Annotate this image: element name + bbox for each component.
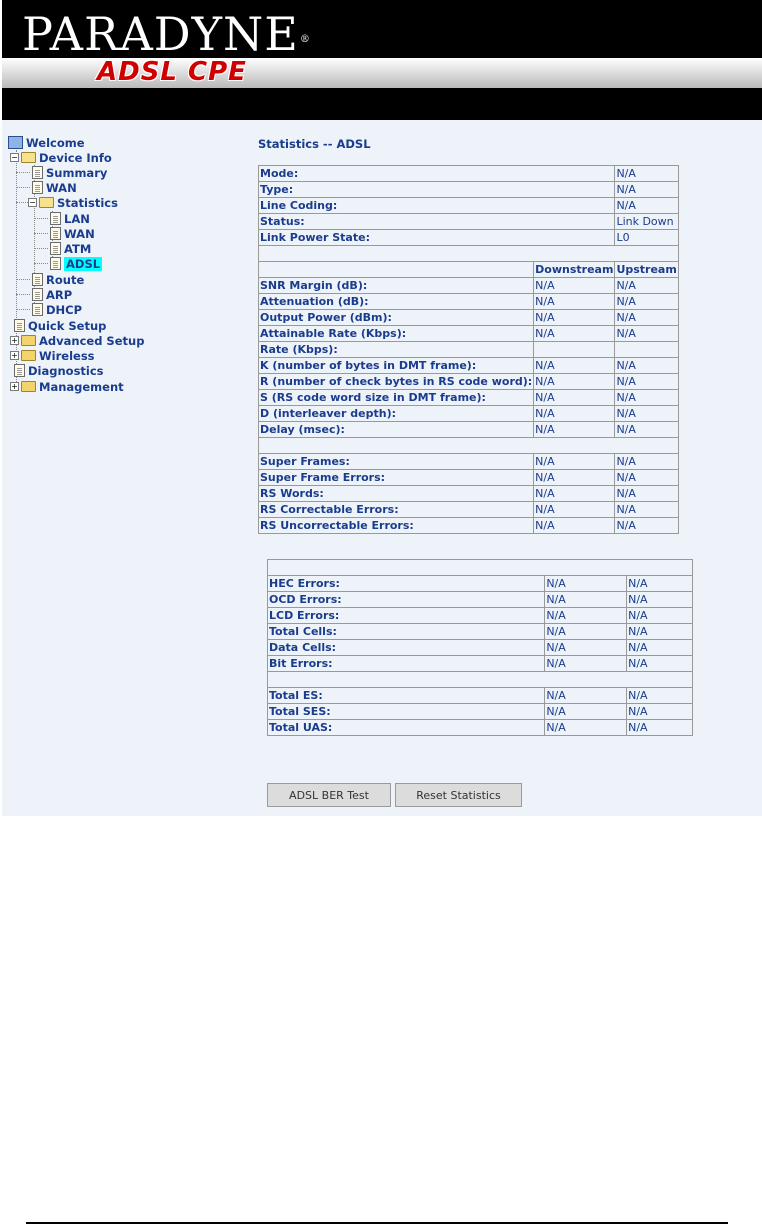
tree-connector-line [16, 294, 30, 295]
upstream-value: N/A [615, 278, 678, 294]
page-icon [32, 303, 43, 316]
header-banner [2, 0, 762, 120]
table-spacer-row [259, 438, 679, 454]
row-label: OCD Errors: [268, 592, 545, 608]
tree-item-label: Welcome [26, 135, 85, 150]
downstream-value: N/A [534, 454, 615, 470]
downstream-value: N/A [545, 592, 627, 608]
atm-stats-table [267, 559, 693, 736]
row-label: Link Power State: [259, 230, 615, 246]
table-header-row [259, 262, 679, 278]
folder-open-icon [39, 197, 54, 208]
table-row [268, 640, 693, 656]
page-icon [14, 319, 25, 332]
upstream-value: N/A [615, 406, 678, 422]
upstream-value: N/A [627, 704, 693, 720]
row-label: Total UAS: [268, 720, 545, 736]
table-row [259, 294, 679, 310]
row-label: Bit Errors: [268, 656, 545, 672]
row-label: K (number of bytes in DMT frame): [259, 358, 534, 374]
table-row [259, 310, 679, 326]
tree-item-arp[interactable] [32, 287, 72, 302]
downstream-value: N/A [534, 374, 615, 390]
table-spacer-row [268, 560, 693, 576]
table-row [259, 230, 679, 246]
tree-item-label: ATM [64, 241, 92, 256]
table-row [268, 576, 693, 592]
row-label: Delay (msec): [259, 422, 534, 438]
row-label: Output Power (dBm): [259, 310, 534, 326]
page-icon [32, 288, 43, 301]
upstream-value: N/A [627, 624, 693, 640]
upstream-value: N/A [615, 326, 678, 342]
row-label: RS Correctable Errors: [259, 502, 534, 518]
table-row [259, 358, 679, 374]
collapse-icon[interactable]: − [11, 153, 18, 162]
table-row [259, 406, 679, 422]
downstream-value: N/A [534, 278, 615, 294]
downstream-value: N/A [534, 502, 615, 518]
upstream-value: N/A [615, 358, 678, 374]
downstream-value: N/A [545, 640, 627, 656]
page-title: Statistics -- ADSL [258, 137, 371, 151]
upstream-value: N/A [627, 656, 693, 672]
downstream-value: N/A [534, 358, 615, 374]
upstream-value: N/A [615, 454, 678, 470]
row-label: Rate (Kbps): [259, 342, 534, 358]
spacer-cell [259, 438, 679, 454]
table-row [259, 326, 679, 342]
tree-item-dhcp[interactable] [32, 302, 82, 317]
tree-item-wan[interactable] [32, 180, 77, 195]
downstream-value: N/A [545, 624, 627, 640]
upstream-value: N/A [615, 470, 678, 486]
table-row [268, 720, 693, 736]
upstream-value: N/A [627, 576, 693, 592]
page-bottom-rule [26, 1222, 728, 1224]
upstream-value [615, 342, 678, 358]
navigation-tree [2, 120, 252, 420]
row-label: Line Coding: [259, 198, 615, 214]
row-value: Link Down [615, 214, 678, 230]
table-row [259, 422, 679, 438]
row-label: D (interleaver depth): [259, 406, 534, 422]
tree-connector-line [16, 279, 30, 280]
row-label: Total SES: [268, 704, 545, 720]
row-label: RS Words: [259, 486, 534, 502]
upstream-header: Upstream [616, 263, 677, 276]
tree-item-advanced-setup[interactable] [10, 333, 144, 348]
row-label: Attenuation (dB): [259, 294, 534, 310]
downstream-value: N/A [534, 518, 615, 534]
tree-item-statistics[interactable] [28, 195, 118, 210]
product-name: ADSL CPE [97, 57, 247, 87]
tree-item-label: Wireless [39, 348, 95, 363]
upstream-value: N/A [627, 608, 693, 624]
downstream-value: N/A [534, 470, 615, 486]
tree-item-device-info[interactable] [10, 150, 112, 165]
folder-icon [21, 335, 36, 346]
row-label: Type: [259, 182, 615, 198]
table-row [259, 486, 679, 502]
downstream-value: N/A [534, 390, 615, 406]
row-label: Super Frame Errors: [259, 470, 534, 486]
row-label: Total ES: [268, 688, 545, 704]
tree-item-label: Advanced Setup [39, 333, 145, 348]
tree-item-label: Diagnostics [28, 363, 104, 378]
tree-item-label: WAN [46, 180, 77, 195]
upstream-value: N/A [615, 486, 678, 502]
table-spacer-row [259, 246, 679, 262]
table-row [268, 704, 693, 720]
upstream-value: N/A [615, 390, 678, 406]
table-row [259, 278, 679, 294]
upstream-value: N/A [627, 592, 693, 608]
expand-icon[interactable]: + [11, 351, 18, 360]
table-spacer-row [268, 672, 693, 688]
spacer-cell [268, 560, 693, 576]
upstream-value: N/A [627, 688, 693, 704]
downstream-value: N/A [545, 688, 627, 704]
table-row [259, 198, 679, 214]
computer-icon [8, 136, 23, 149]
row-label: Data Cells: [268, 640, 545, 656]
table-row [268, 688, 693, 704]
upstream-value: N/A [615, 422, 678, 438]
downstream-value: N/A [534, 406, 615, 422]
table-row [268, 656, 693, 672]
tree-connector-line [34, 218, 48, 219]
folder-icon [21, 350, 36, 361]
tree-item-adsl[interactable] [50, 256, 102, 271]
row-value: N/A [615, 166, 678, 182]
row-label: Mode: [259, 166, 615, 182]
upstream-value: N/A [615, 502, 678, 518]
table-row [268, 624, 693, 640]
downstream-value: N/A [545, 576, 627, 592]
tree-connector-line [34, 233, 48, 234]
tree-item-label: Statistics [57, 195, 118, 210]
tree-item-welcome[interactable] [8, 135, 85, 150]
page-icon [14, 364, 25, 377]
header-blank [259, 262, 534, 278]
downstream-value: N/A [545, 608, 627, 624]
tree-item-diagnostics[interactable] [14, 363, 104, 378]
expand-icon[interactable]: + [11, 336, 18, 345]
tree-connector-line [16, 309, 30, 310]
tree-item-label: DHCP [46, 302, 83, 317]
brand-name: PARADYNE [22, 7, 299, 61]
upstream-value: N/A [615, 374, 678, 390]
tree-item-route[interactable] [32, 272, 84, 287]
row-value: N/A [615, 198, 678, 214]
row-label: LCD Errors: [268, 608, 545, 624]
downstream-value: N/A [534, 486, 615, 502]
paradyne-logo [22, 8, 311, 60]
table-row [259, 518, 679, 534]
row-label: Attainable Rate (Kbps): [259, 326, 534, 342]
row-label: HEC Errors: [268, 576, 545, 592]
tree-item-label: Summary [46, 165, 108, 180]
row-label: RS Uncorrectable Errors: [259, 518, 534, 534]
table-row [268, 608, 693, 624]
table-row [259, 182, 679, 198]
upstream-value: N/A [615, 294, 678, 310]
downstream-value: N/A [534, 310, 615, 326]
spacer-cell [268, 672, 693, 688]
table-row [259, 342, 679, 358]
table-row [268, 592, 693, 608]
tree-item-label: LAN [64, 211, 90, 226]
tree-item-label: Route [46, 272, 85, 287]
downstream-value: N/A [534, 294, 615, 310]
tree-item-management[interactable] [10, 379, 124, 394]
table-row [259, 470, 679, 486]
tree-item-label: ARP [46, 287, 73, 302]
tree-connector-line [34, 248, 48, 249]
table-row [259, 502, 679, 518]
page-icon [50, 227, 61, 240]
tree-connector-line [34, 263, 48, 264]
upstream-value: N/A [615, 518, 678, 534]
adsl-stats-table [258, 165, 679, 534]
downstream-header: Downstream [535, 263, 614, 276]
tree-item-label: Management [39, 379, 124, 394]
page-icon [32, 181, 43, 194]
table-row [259, 390, 679, 406]
page-icon [50, 242, 61, 255]
row-value: L0 [615, 230, 678, 246]
row-label: SNR Margin (dB): [259, 278, 534, 294]
tree-connector-line [16, 187, 30, 188]
tree-item-quick-setup[interactable] [14, 318, 106, 333]
row-label: R (number of check bytes in RS code word): [260, 375, 533, 388]
folder-icon [21, 381, 36, 392]
downstream-value: N/A [534, 326, 615, 342]
table-row [259, 454, 679, 470]
row-label: Total Cells: [268, 624, 545, 640]
page-icon [32, 166, 43, 179]
downstream-value: N/A [545, 720, 627, 736]
downstream-value: N/A [534, 422, 615, 438]
upstream-value: N/A [627, 640, 693, 656]
registered-mark: ® [299, 34, 311, 45]
tree-item-label: Device Info [39, 150, 112, 165]
collapse-icon[interactable]: − [29, 198, 36, 207]
content-area [2, 120, 762, 816]
tree-item-atm[interactable] [50, 241, 91, 256]
folder-open-icon [21, 152, 36, 163]
tree-item-stats-wan[interactable] [50, 226, 95, 241]
table-row [259, 374, 679, 390]
page-icon [50, 257, 61, 270]
upstream-value: N/A [615, 310, 678, 326]
reset-statistics-button[interactable]: Reset Statistics [395, 783, 522, 807]
table-row [259, 214, 679, 230]
row-value: N/A [615, 182, 678, 198]
downstream-value: N/A [545, 704, 627, 720]
page-icon [32, 273, 43, 286]
tree-item-summary[interactable] [32, 165, 107, 180]
tree-item-label: ADSL [66, 256, 101, 271]
row-label: Status: [259, 214, 615, 230]
page-icon [50, 212, 61, 225]
adsl-ber-test-button[interactable]: ADSL BER Test [267, 783, 391, 807]
upstream-value: N/A [627, 720, 693, 736]
downstream-value: N/A [545, 656, 627, 672]
row-label: Super Frames: [259, 454, 534, 470]
tree-item-wireless[interactable] [10, 348, 95, 363]
tree-item-lan[interactable] [50, 211, 90, 226]
tree-connector-line [16, 172, 30, 173]
row-label: S (RS code word size in DMT frame): [259, 390, 534, 406]
spacer-cell [259, 246, 679, 262]
downstream-value [534, 342, 615, 358]
tree-item-label: WAN [64, 226, 95, 241]
table-row [259, 166, 679, 182]
tree-item-label: Quick Setup [28, 318, 107, 333]
expand-icon[interactable]: + [11, 382, 18, 391]
